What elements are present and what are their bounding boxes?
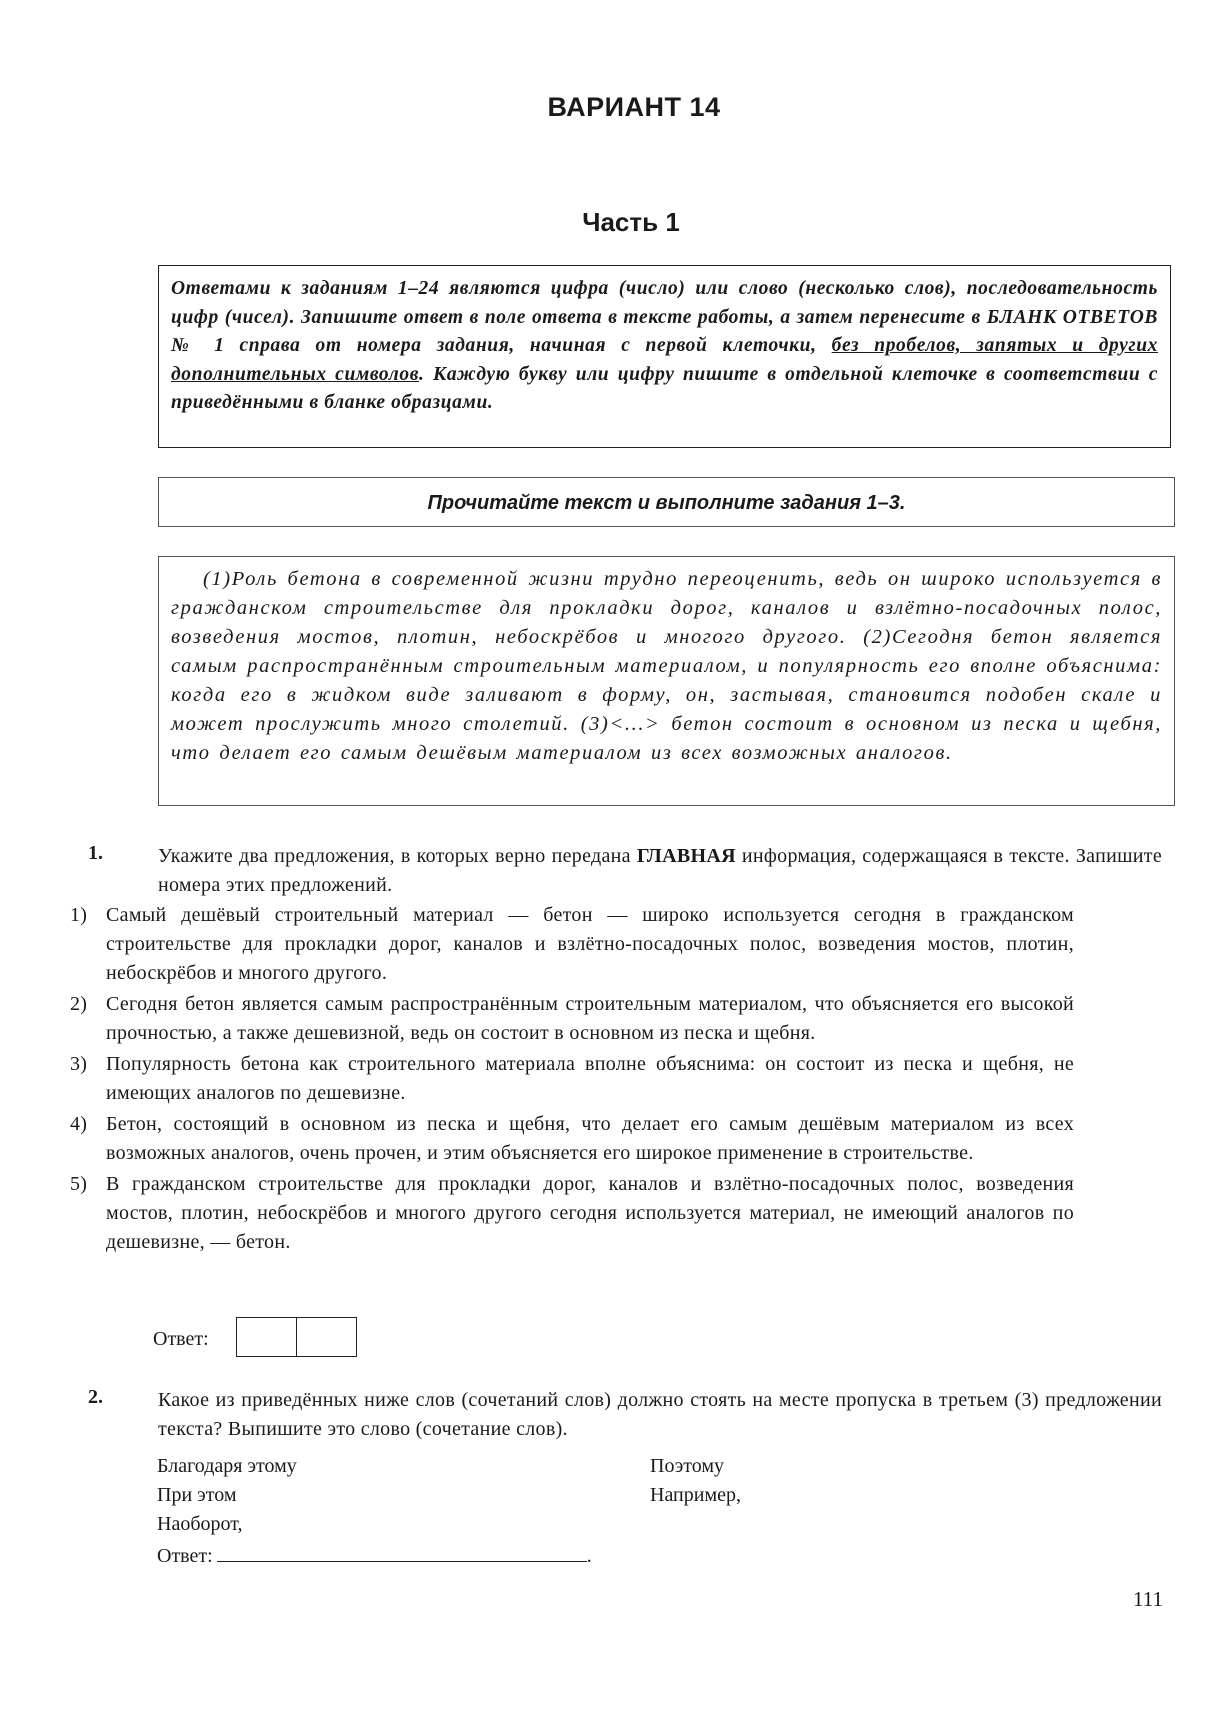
word-column-left [157,1452,297,1539]
word-column-right [650,1452,741,1510]
word-option: При этом [157,1484,237,1506]
part-title: Часть 1 [582,207,680,237]
question-1-number: 1. [88,842,103,864]
question-1-text [158,842,1162,900]
question-2-answer [157,1541,592,1571]
question-2-answer-label: Ответ: [157,1545,213,1567]
question-2-text: Какое из приведённых ниже слов (сочетаний слов) должно стоять на месте пропуска в третьем (3) предложении текста? Выпишите это слово (сочетание слов). [158,1389,1162,1440]
option-number: 3) [70,1053,88,1075]
instructions-underlined: без пробелов, запятых и других дополнительных символов [171,335,1158,385]
option-text: Самый дешёвый строительный материал — бетон — широко используется сегодня в гражданском строительстве для прокладки дорог, каналов и взлётно-посадочных полос, возведения мостов, плотин, небоскрёбов и многого другого. [106,904,1074,984]
option-3 [70,1050,1074,1108]
option-2 [70,990,1074,1048]
question-2-answer-line[interactable] [217,1541,587,1562]
instructions-text-1: Ответами к заданиям 1–24 являются цифра (число) или слово (несколько слов), последовательность цифр (чисел). Запишите ответ в поле ответа в тексте работы, а затем перенесите в БЛАНК ОТВЕТОВ № 1 справа от номера задания, начиная с первой клеточки, [171,278,1158,356]
option-4 [70,1110,1074,1168]
variant-title: ВАРИАНТ 14 [547,92,721,122]
option-text: Популярность бетона как строительного материала вполне объяснима: он состоит из песка и щебня, не имеющих аналогов по дешевизне. [106,1053,1074,1104]
instructions-text-2: . Каждую букву или цифру пишите в отдельной клеточке в соответствии с приведёнными в бланке образцами. [171,363,1158,413]
option-1 [70,901,1074,988]
option-text: Бетон, состоящий в основном из песка и щебня, что делает его самым дешёвым материалом из всех возможных аналогов, очень прочен, и этим объясняется его широкое применение в строительстве. [106,1113,1074,1164]
option-number: 1) [70,904,88,926]
instructions-box [158,265,1171,448]
answer-cell-2[interactable] [296,1318,356,1356]
word-option: Благодаря этому [157,1455,297,1477]
question-1-answer-label: Ответ: [153,1328,209,1350]
option-text: В гражданском строительстве для прокладки дорог, каналов и взлётно-посадочных полос, возведения мостов, плотин, небоскрёбов и многого другого сегодня используется материал, не имеющий аналогов по дешевизне, — бетон. [106,1173,1074,1253]
reading-text: (1)Роль бетона в современной жизни трудно переоценить, ведь он широко используется в гражданском строительстве для прокладки дорог, каналов и взлётно-посадочных полос, возведения мостов, плотин, небоскрёбов и многого другого. (2)Сегодня бетон является самым распространённым строительным материалом, и популярность его вполне объяснима: когда его в жидком виде заливают в форму, он, застывая, становится подобен скале и может прослужить много столетий. (3)<...> бетон состоит в основном из песка и щебня, что делает его самым дешёвым материалом из всех возможных аналогов. [171,568,1162,764]
answer-cell-1[interactable] [237,1318,296,1356]
option-number: 2) [70,993,88,1015]
question-1-text-bold: ГЛАВНАЯ [636,845,736,867]
option-number: 4) [70,1113,88,1135]
word-option: Поэтому [650,1455,725,1477]
question-1-text-b: информация, содержащаяся в тексте. Запишите номера этих предложений. [158,845,1162,896]
task-header: Прочитайте текст и выполните задания 1–3. [158,477,1175,527]
option-5 [70,1170,1074,1257]
question-1-answer-box[interactable] [236,1317,357,1357]
option-number: 5) [70,1173,88,1195]
question-2-number: 2. [88,1386,103,1408]
question-2-answer-end: . [586,1545,592,1567]
reading-text-box [158,556,1175,806]
option-text: Сегодня бетон является самым распространённым строительным материалом, что объясняется его высокой прочностью, а также дешевизной, ведь он состоит в основном из песка и щебня. [106,993,1074,1044]
question-1-text-a: Укажите два предложения, в которых верно передана [158,845,637,867]
page-number: 111 [1133,1587,1163,1611]
question-1-options [70,901,1074,1259]
word-option: Наоборот, [157,1513,243,1535]
word-option: Например, [650,1484,741,1506]
